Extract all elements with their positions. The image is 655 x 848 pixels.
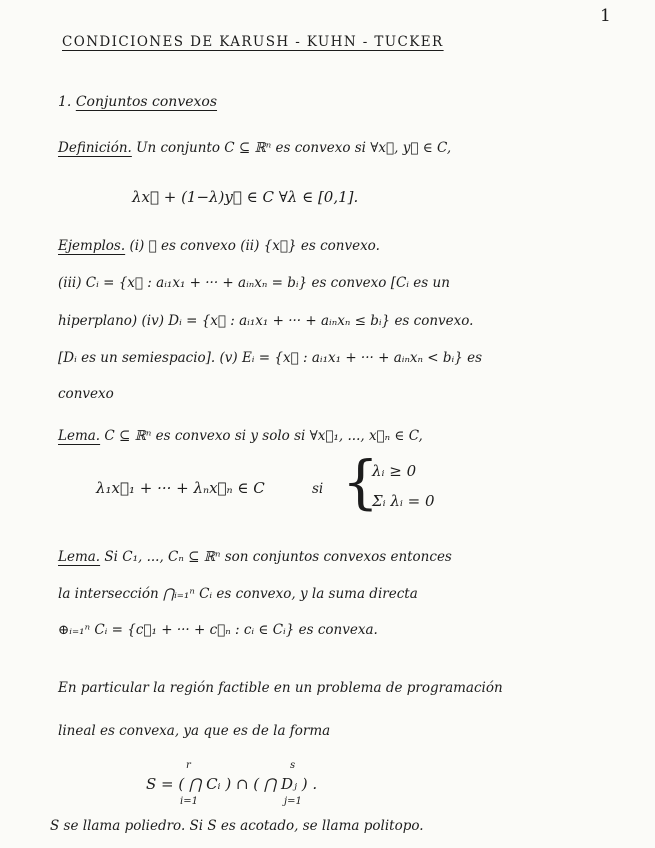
lemma1-label: Lema.	[58, 428, 101, 444]
region-formula: S = ( ⋂ Cᵢ ) ∩ ( ⋂ Dⱼ ) .	[146, 775, 318, 793]
definition-label: Definición.	[58, 140, 132, 156]
page-title: CONDICIONES DE KARUSH - KUHN - TUCKER	[62, 34, 444, 50]
section-title: Conjuntos convexos	[75, 94, 218, 110]
section-heading	[58, 94, 217, 110]
example-text-4: [Dᵢ es un semiespacio]. (v) Eᵢ = {x⃗ : aᵢ₁x₁ + ··· + aᵢₙxₙ < bᵢ} es	[58, 350, 483, 366]
definition-text: Un conjunto C ⊆ ℝⁿ es convexo si ∀x⃗, y⃗ ∈ C,	[136, 140, 452, 156]
lemma1-condition-2: Σᵢ λᵢ = 0	[372, 492, 435, 510]
lemma1-condition-1: λᵢ ≥ 0	[372, 462, 417, 480]
lemma1-line	[58, 428, 423, 444]
intersection-lower-limit-1: i=1	[180, 796, 198, 807]
lemma2-line-1	[58, 549, 452, 565]
intersection-lower-limit-2: j=1	[284, 796, 302, 807]
example-text-5: convexo	[58, 386, 114, 402]
lemma2-text-1: Si C₁, ..., Cₙ ⊆ ℝⁿ son conjuntos convexos entonces	[104, 549, 452, 565]
lemma2-text-3: ⊕ᵢ₌₁ⁿ Cᵢ = {c⃗₁ + ··· + c⃗ₙ : cᵢ ∈ Cᵢ} es convexa.	[58, 622, 378, 638]
particular-line-1: En particular la región factible en un problema de programación	[58, 680, 503, 696]
definition-line	[58, 140, 451, 156]
example-text-3: hiperplano) (iv) Dᵢ = {x⃗ : aᵢ₁x₁ + ··· + aᵢₙxₙ ≤ bᵢ} es convexo.	[58, 313, 474, 329]
lemma1-formula: λ₁x⃗₁ + ··· + λₙx⃗ₙ ∈ C	[96, 479, 265, 497]
intersection-upper-limit-2: s	[290, 760, 296, 771]
lemma2-label: Lema.	[58, 549, 101, 565]
examples-line-1	[58, 238, 380, 254]
definition-formula: λx⃗ + (1−λ)y⃗ ∈ C ∀λ ∈ [0,1].	[132, 188, 359, 206]
examples-label: Ejemplos.	[58, 238, 126, 254]
intersection-upper-limit-1: r	[186, 760, 191, 771]
lemma2-text-2: la intersección ⋂ᵢ₌₁ⁿ Cᵢ es convexo, y la suma directa	[58, 586, 418, 602]
condition-brace: {	[342, 448, 379, 516]
lemma1-text: C ⊆ ℝⁿ es convexo si y solo si ∀x⃗₁, ..., x⃗ₙ ∈ C,	[104, 428, 423, 444]
section-number: 1.	[58, 94, 72, 110]
example-text-2: (iii) Cᵢ = {x⃗ : aᵢ₁x₁ + ··· + aᵢₙxₙ = bᵢ} es convexo [Cᵢ es un	[58, 275, 450, 291]
lemma1-si: si	[312, 481, 324, 497]
particular-line-2: lineal es convexa, ya que es de la forma	[58, 723, 331, 739]
page-number: 1	[600, 6, 611, 26]
example-text-1: (i) ∅ es convexo (ii) {x⃗} es convexo.	[129, 238, 380, 254]
particular-line-3: S se llama poliedro. Si S es acotado, se llama politopo.	[50, 818, 424, 834]
